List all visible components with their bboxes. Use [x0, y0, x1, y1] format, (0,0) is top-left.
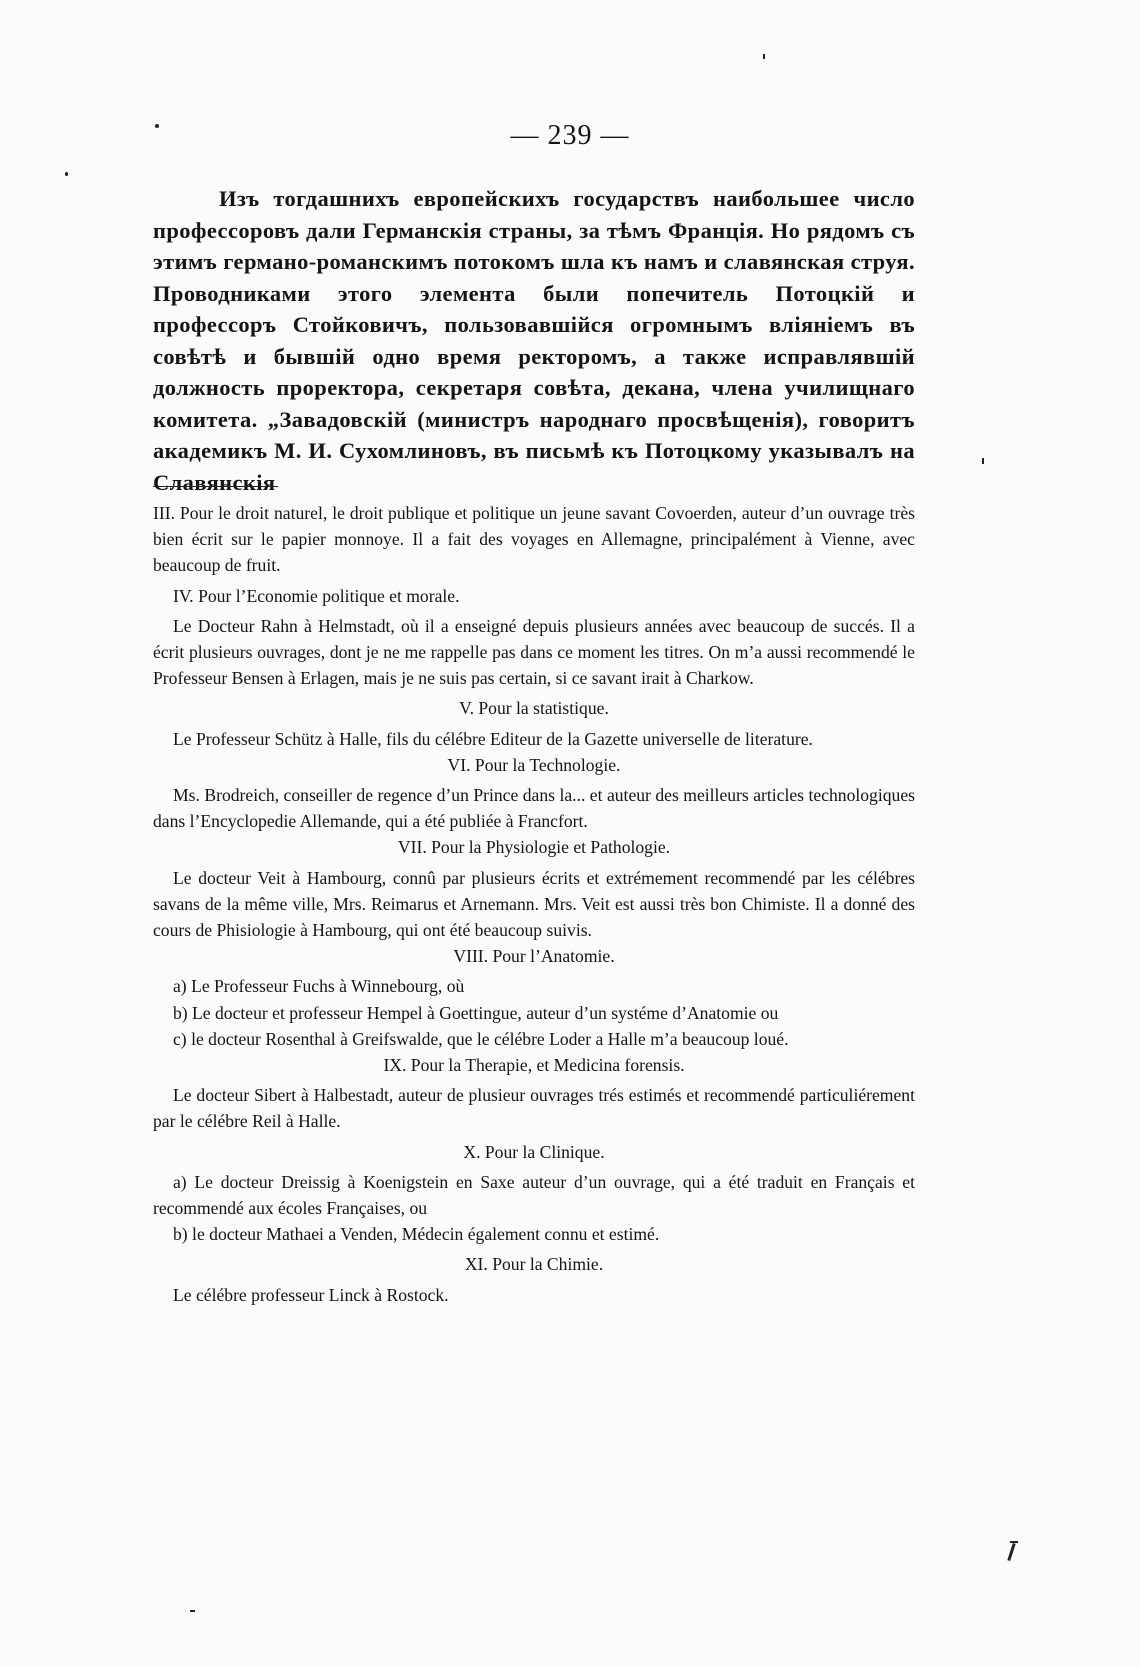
note-heading-5: V. Pour la statistique. [459, 698, 609, 719]
note-body-8b: b) Le docteur et professeur Hempel à Goettingue, auteur d’un systéme d’Anatomie ou [173, 1002, 779, 1023]
note-heading-11: XI. Pour la Chimie. [464, 1254, 604, 1275]
note-heading-10: X. Pour la Clinique. [463, 1141, 605, 1162]
note-body-8c: c) le docteur Rosenthal à Greifswalde, que le célébre Loder a Halle m’a beaucoup loué. [173, 1028, 789, 1049]
note-item-3: III. Pour le droit naturel, le droit publique et politique un jeune savant Covoerden, auteur d’un ouvrage très bien écrit sur le papier monnoye. Il a fait des voyages en Allemagne, principalément à Vienne, avec beaucoup de fruit. [153, 503, 915, 576]
main-text [153, 183, 915, 498]
print-speck [763, 54, 765, 59]
note-heading-7: VII. Pour la Physiologie et Pathologie. [397, 837, 671, 858]
note-body-7: Le docteur Veit à Hambourg, connû par plusieurs écrits et extrémement recommendé par les célébres savans de la même ville, Mrs. Reimarus et Arnemann. Mrs. Veit est aussi très bon Chimiste. Il a donné des cours de Phisiologie à Hambourg, qui ont été beaucoup suivis. [153, 867, 915, 941]
footnote-rule [153, 486, 278, 487]
print-speck [982, 458, 984, 464]
note-heading-6: VI. Pour la Technologie. [447, 754, 621, 775]
note-body-8a: a) Le Professeur Fuchs à Winnebourg, où [173, 976, 465, 997]
note-body-10b: b) le docteur Mathaei a Venden, Médecin également connu et estimé. [173, 1224, 660, 1245]
note-body-10a: a) Le docteur Dreissig à Koenigstein en Saxe auteur d’un ouvrage, qui a été traduit en Français et recommendé aux écoles Françaises, ou [153, 1171, 915, 1219]
print-speck [1010, 1541, 1018, 1543]
main-paragraph: Изъ тогдашнихъ европейскихъ государствъ наибольшее число профессоровъ дали Германскія страны, за тѣмъ Франція. Но рядомъ съ этимъ германо-романскимъ потокомъ шла къ намъ и славянская струя. Проводниками этого элемента были попечитель Потоцкій и профессоръ Стойковичъ, пользовавшійся огромнымъ вліяніемъ въ совѣтѣ и бывшій одно время ректоромъ, а также исправлявшій должность проректора, секретаря совѣта, декана, члена училищнаго комитета. „Завадовскій (министръ народнаго просвѣщенія), говоритъ академикъ М. И. Сухомлиновъ, въ письмѣ къ Потоцкому указывалъ на Славянскія [153, 186, 915, 495]
note-body-6: Ms. Brodreich, conseiller de regence d’un Prince dans la... et auteur des meilleurs articles technologiques dans l’Encyclopedie Allemande, qui a été publiée à Francfort. [153, 785, 915, 832]
note-heading-4: IV. Pour l’Economie politique et morale. [173, 585, 460, 606]
note-body-11: Le célébre professeur Linck à Rostock. [173, 1284, 449, 1305]
note-body-4: Le Docteur Rahn à Helmstadt, où il a enseigné depuis plusieurs années avec beaucoup de succés. Il a écrit plusieurs ouvrages, dont je ne me rappelle pas dans ce moment les titres. On m’a aussi recommendé le Professeur Bensen à Erlagen, mais je ne suis pas certain, si ce savant irait à Charkow. [153, 615, 915, 689]
print-speck [1007, 1543, 1015, 1561]
note-heading-9: IX. Pour la Therapie, et Medicina forensis. [383, 1055, 685, 1076]
print-speck [190, 1610, 195, 1612]
note-heading-8: VIII. Pour l’Anatomie. [453, 946, 615, 967]
note-body-5: Le Professeur Schütz à Halle, fils du célébre Editeur de la Gazette universelle de literature. [173, 728, 813, 749]
note-body-9: Le docteur Sibert à Halbestadt, auteur de plusieur ouvrages trés estimés et recommendé particuliérement par le célébre Reil à Halle. [153, 1085, 915, 1132]
print-speck [65, 172, 68, 176]
page-number: — 239 — [510, 120, 630, 151]
footnote-text [153, 500, 915, 1308]
